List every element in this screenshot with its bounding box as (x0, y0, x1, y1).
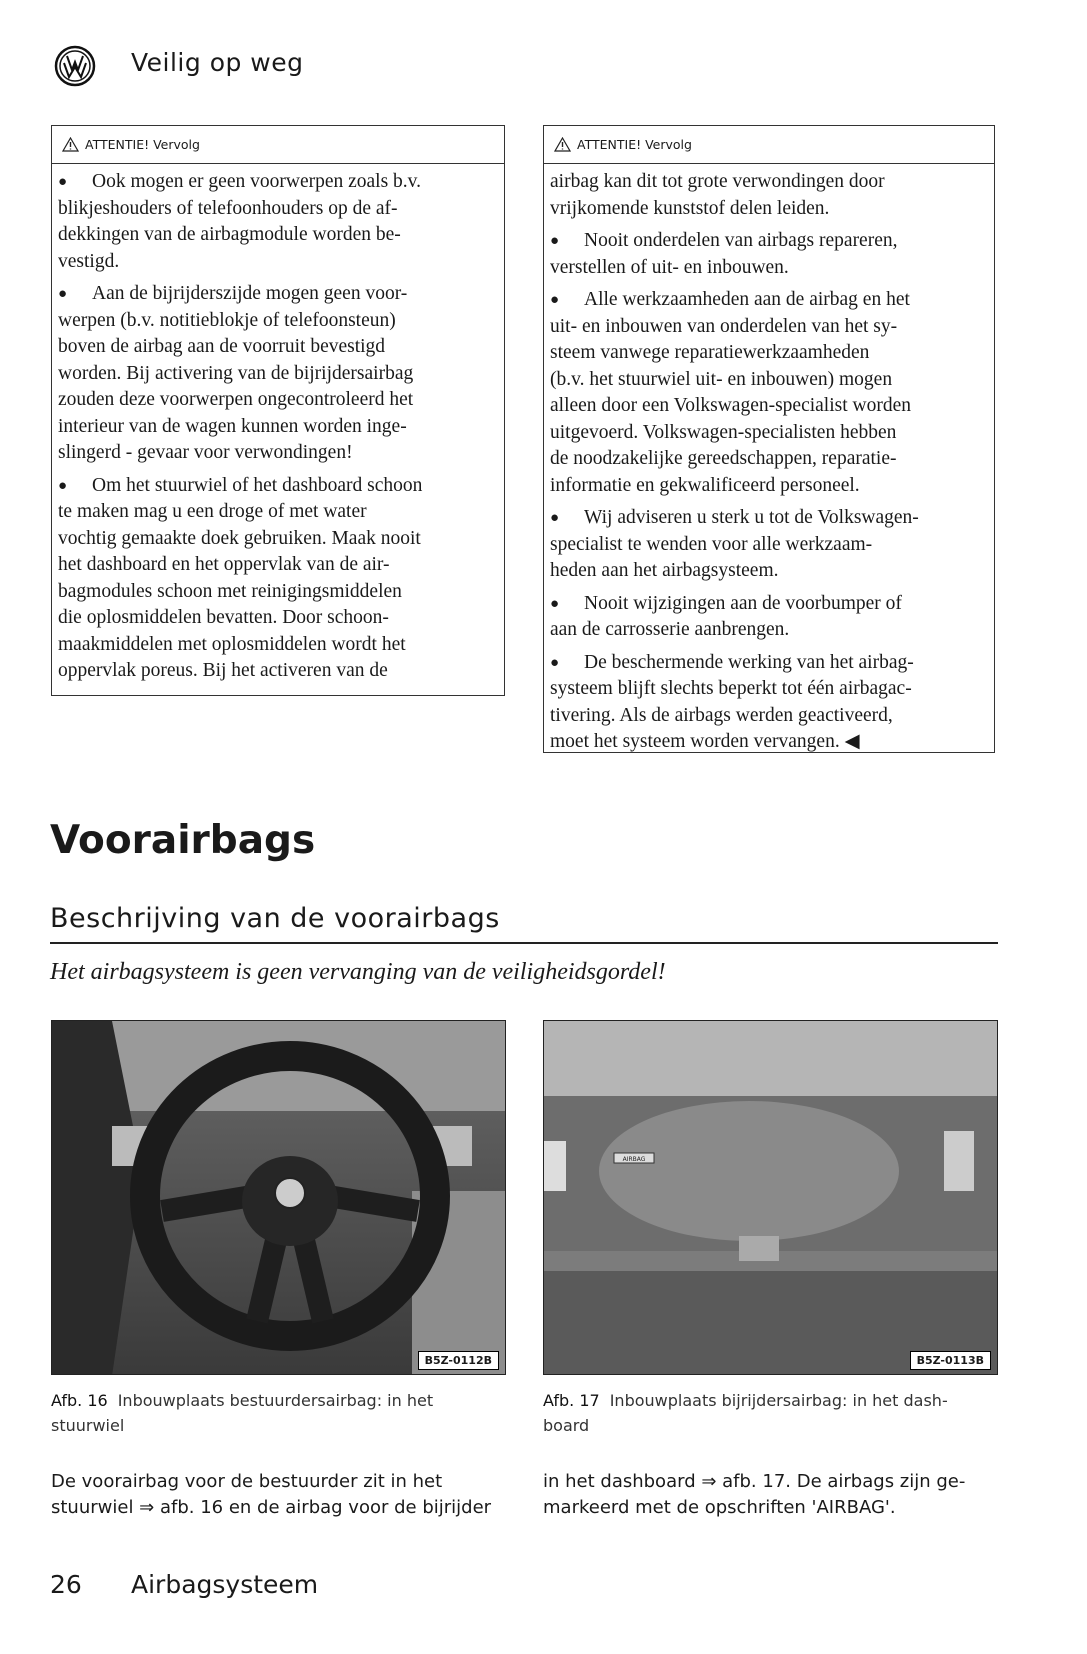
figure-dashboard (543, 1020, 998, 1375)
warning-line (550, 617, 986, 644)
caption-text: board (543, 1416, 590, 1435)
warning-line (58, 222, 496, 249)
warning-body (52, 164, 504, 697)
warning-text: oppervlak poreus. Bij het activeren van de (58, 660, 388, 681)
warning-line (550, 340, 986, 367)
warning-line (58, 632, 496, 659)
warning-line (58, 281, 496, 308)
warning-line (58, 552, 496, 579)
warning-box-right (543, 125, 995, 753)
airbag-badge: AIRBAG (622, 1156, 646, 1163)
warning-line (550, 367, 986, 394)
warning-line (58, 579, 496, 606)
figure-caption (543, 1388, 998, 1438)
body-line: De voorairbag voor de bestuurder zit in het (51, 1471, 443, 1492)
warning-line (550, 676, 986, 703)
warning-line (58, 605, 496, 632)
bullet-icon: ● (550, 595, 560, 612)
warning-line (550, 255, 986, 282)
warning-text: Om het stuurwiel of het dashboard schoon (92, 474, 423, 496)
warning-line (58, 249, 496, 276)
warning-box-left (51, 125, 505, 696)
warning-line (550, 473, 986, 500)
caption-text: Inbouwplaats bijrijdersairbag: in het dash- (609, 1391, 948, 1410)
warning-line (550, 729, 986, 756)
warning-text: vochtig gemaakte doek gebruiken. Maak nooit (58, 527, 421, 549)
warning-line (550, 558, 986, 585)
figure-steering-wheel (51, 1020, 506, 1375)
warning-text: Alle werkzaamheden aan de airbag en het (584, 289, 910, 310)
warning-line (550, 703, 986, 730)
warning-line (58, 308, 496, 335)
warning-text: steem vanwege reparatiewerkzaamheden (550, 342, 870, 363)
warning-text: slingerd - gevaar voor verwondingen! (58, 442, 353, 463)
body-line: in het dashboard ⇒ afb. 17. De airbags zijn ge- (543, 1471, 966, 1492)
warning-triangle-icon (554, 137, 571, 152)
warning-line (550, 169, 986, 196)
warning-text: maakmiddelen met oplosmiddelen wordt het (58, 633, 406, 655)
warning-item (550, 228, 986, 281)
warning-body (544, 164, 994, 768)
warning-line (550, 505, 986, 532)
body-text (51, 1469, 491, 1521)
warning-line (550, 228, 986, 255)
warning-text: Nooit wijzigingen aan de voorbumper of (584, 592, 902, 614)
warning-line (550, 314, 986, 341)
warning-header (52, 126, 504, 164)
steering-wheel-image (52, 1021, 506, 1375)
dashboard-image (544, 1021, 998, 1375)
warning-item (550, 169, 986, 222)
warning-line (58, 658, 496, 685)
warning-text: Nooit onderdelen van airbags repareren, (584, 230, 898, 251)
warning-text: Ook mogen er geen voorwerpen zoals b.v. (92, 171, 422, 192)
warning-text: die oplosmiddelen bevatten. Door schoon- (58, 607, 389, 628)
warning-line (58, 414, 496, 441)
bullet-icon: ● (58, 286, 68, 302)
warning-item (58, 473, 496, 685)
warning-item (550, 650, 986, 756)
warning-line (58, 526, 496, 553)
figure-number: Afb. 17 (543, 1391, 600, 1410)
warning-label: ATTENTIE! Vervolg (577, 137, 692, 152)
warning-line (550, 393, 986, 420)
running-head: Veilig op weg (131, 48, 304, 77)
warning-line (550, 420, 986, 447)
warning-text: alleen door een Volkswagen-specialist worden (550, 395, 912, 416)
body-text (543, 1469, 965, 1521)
figure-code: B5Z-0113B (910, 1351, 991, 1370)
body-line: stuurwiel ⇒ afb. 16 en de airbag voor de bijrijder (51, 1497, 492, 1518)
warning-text: worden. Bij activering van de bijrijdersairbag (58, 362, 414, 384)
warning-item (550, 505, 986, 585)
warning-line (550, 591, 986, 618)
warning-text: vestigd. (58, 250, 120, 272)
chapter-title: Airbagsysteem (131, 1570, 319, 1599)
warning-item (58, 281, 496, 467)
figure-caption (51, 1388, 506, 1438)
warning-line (550, 287, 986, 314)
warning-triangle-icon (62, 137, 79, 152)
warning-line (58, 334, 496, 361)
warning-line (58, 499, 496, 526)
page-number: 26 (50, 1570, 82, 1599)
warning-line (58, 169, 496, 196)
warning-line (58, 387, 496, 414)
warning-text: uitgevoerd. Volkswagen-specialisten hebben (550, 421, 897, 443)
warning-text: heden aan het airbagsysteem. (550, 560, 779, 581)
caption-text: stuurwiel (51, 1416, 125, 1435)
intro-text: Het airbagsysteem is geen vervanging van de veiligheidsgordel! (50, 959, 666, 985)
warning-item (550, 287, 986, 499)
divider (50, 942, 998, 944)
warning-text: specialist te wenden voor alle werkzaam- (550, 533, 873, 555)
warning-text: informatie en gekwalificeerd personeel. (550, 474, 860, 496)
warning-text: verstellen of uit- en inbouwen. (550, 256, 789, 278)
warning-line (58, 440, 496, 467)
warning-text: uit- en inbouwen van onderdelen van het sy- (550, 315, 898, 337)
warning-item (58, 169, 496, 275)
warning-text: De beschermende werking van het airbag- (584, 651, 914, 673)
warning-text: aan de carrosserie aanbrengen. (550, 619, 790, 640)
warning-text: tivering. Als de airbags werden geactiveerd, (550, 704, 893, 726)
warning-line (58, 473, 496, 500)
bullet-icon: ● (58, 477, 68, 494)
warning-line (58, 361, 496, 388)
figure-code: B5Z-0112B (418, 1351, 499, 1370)
figure-number: Afb. 16 (51, 1391, 108, 1410)
warning-text: werpen (b.v. notitieblokje of telefoonsteun) (58, 309, 396, 331)
bullet-icon: ● (550, 233, 560, 249)
warning-line (550, 196, 986, 223)
warning-item (550, 591, 986, 644)
bullet-icon: ● (550, 292, 560, 308)
warning-text: moet het systeem worden vervangen. ◀ (550, 731, 860, 752)
warning-text: (b.v. het stuurwiel uit- en inbouwen) mogen (550, 368, 893, 390)
bullet-icon: ● (58, 174, 68, 190)
warning-text: te maken mag u een droge of met water (58, 501, 367, 522)
warning-text: Aan de bijrijderszijde mogen geen voor- (92, 283, 408, 304)
bullet-icon: ● (550, 654, 560, 671)
warning-line (550, 532, 986, 559)
warning-text: het dashboard en het oppervlak van de air- (58, 554, 390, 575)
warning-text: de noodzakelijke gereedschappen, reparatie- (550, 448, 897, 469)
vw-logo-icon (54, 45, 96, 87)
body-line: markeerd met de opschriften 'AIRBAG'. (543, 1497, 896, 1518)
warning-text: blikjeshouders of telefoonhouders op de af- (58, 197, 398, 219)
warning-text: Wij adviseren u sterk u tot de Volkswagen- (584, 507, 919, 528)
warning-label: ATTENTIE! Vervolg (85, 137, 200, 152)
warning-text: zouden deze voorwerpen ongecontroleerd het (58, 389, 414, 410)
warning-text: bagmodules schoon met reinigingsmiddelen (58, 580, 402, 602)
warning-text: interieur van de wagen kunnen worden inge- (58, 415, 407, 437)
warning-line (550, 446, 986, 473)
warning-text: vrijkomende kunststof delen leiden. (550, 197, 830, 219)
warning-text: boven de airbag aan de voorruit bevestigd (58, 336, 386, 357)
warning-line (58, 196, 496, 223)
subsection-title: Beschrijving van de voorairbags (50, 903, 500, 934)
caption-text: Inbouwplaats bestuurdersairbag: in het (117, 1391, 434, 1410)
warning-text: dekkingen van de airbagmodule worden be- (58, 224, 401, 245)
section-title: Voorairbags (50, 818, 316, 863)
warning-header (544, 126, 994, 164)
warning-text: airbag kan dit tot grote verwondingen door (550, 171, 885, 192)
bullet-icon: ● (550, 510, 560, 526)
warning-line (550, 650, 986, 677)
warning-text: systeem blijft slechts beperkt tot één airbagac- (550, 678, 912, 699)
